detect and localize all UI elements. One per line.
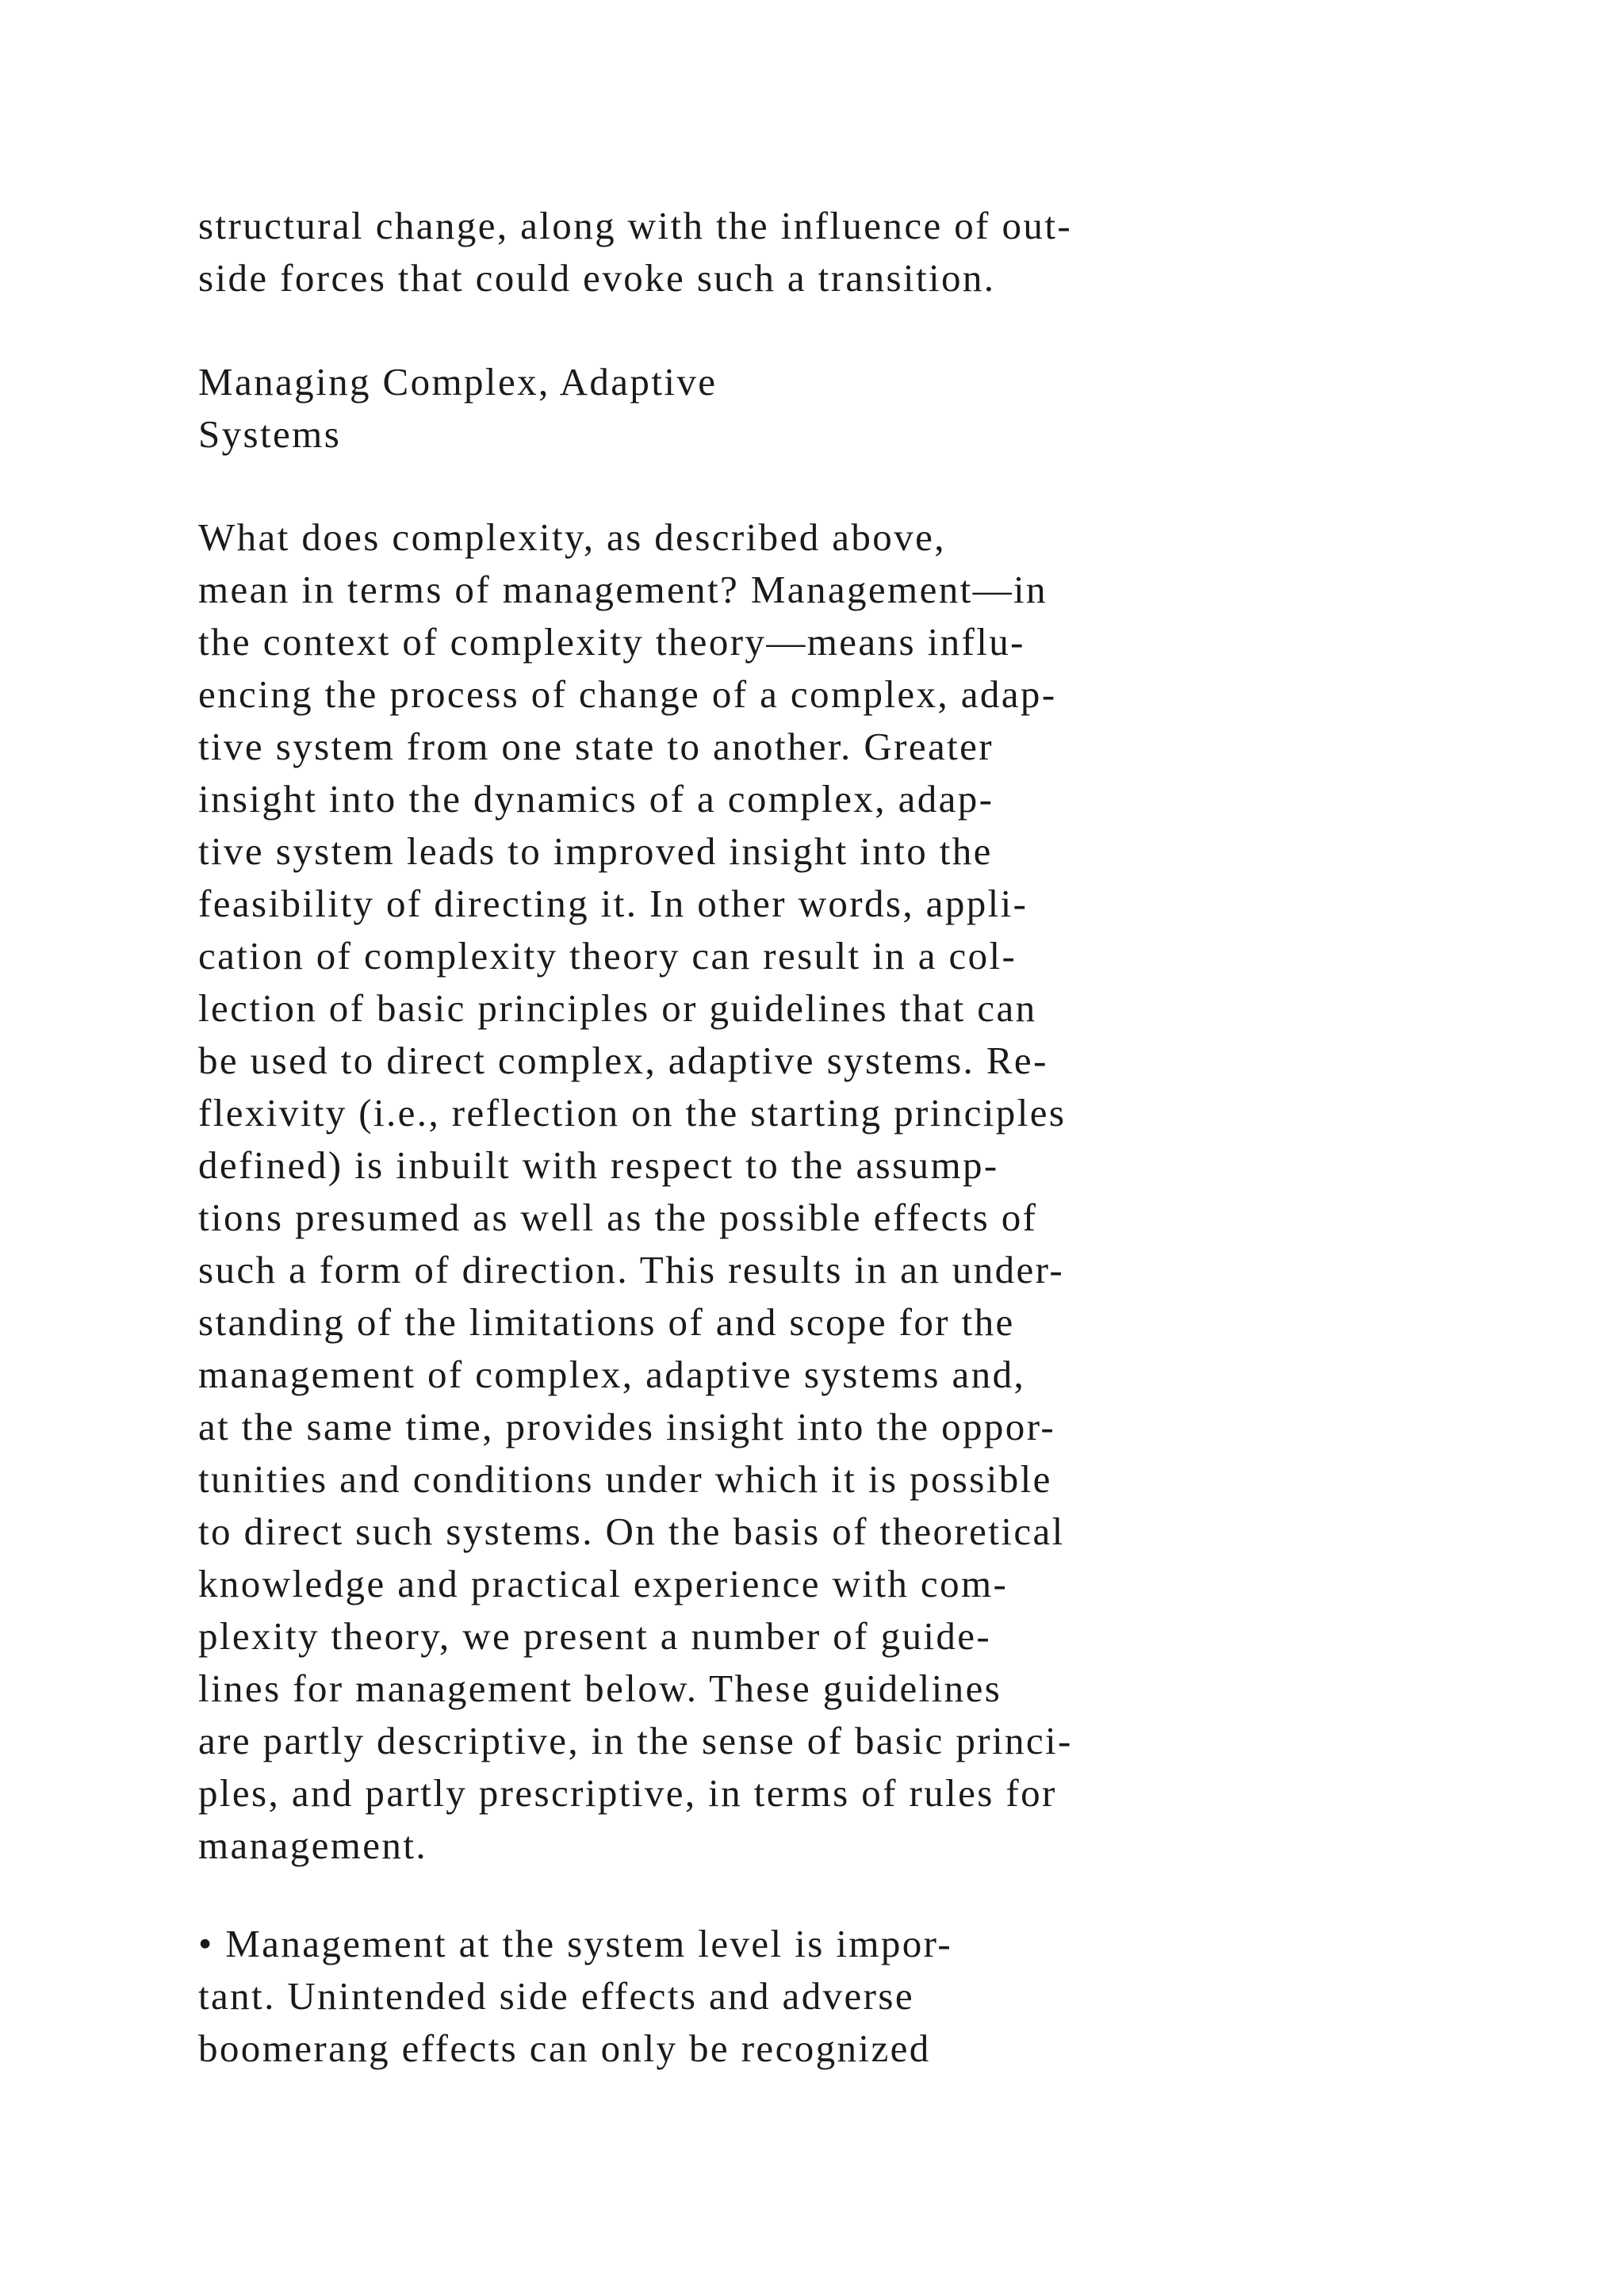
text-line: to direct such systems. On the basis of theoretical xyxy=(198,1510,1065,1553)
heading-line: Managing Complex, Adaptive xyxy=(198,360,718,404)
bullet-item xyxy=(198,1918,1467,2075)
text-line: at the same time, provides insight into the oppor- xyxy=(198,1405,1056,1448)
heading-line: Systems xyxy=(198,412,342,456)
text-line: side forces that could evoke such a transition. xyxy=(198,256,996,300)
text-line: management of complex, adaptive systems and, xyxy=(198,1353,1026,1396)
text-line: feasibility of directing it. In other words, appli- xyxy=(198,882,1028,925)
text-line: tant. Unintended side effects and adverse xyxy=(198,1974,914,2018)
text-line: lines for management below. These guidelines xyxy=(198,1667,1002,1710)
text-line: such a form of direction. This results in an under- xyxy=(198,1248,1065,1292)
text-line: mean in terms of management? Management—in xyxy=(198,568,1048,611)
text-line: insight into the dynamics of a complex, adap- xyxy=(198,777,994,821)
text-line: plexity theory, we present a number of guide- xyxy=(198,1614,992,1658)
text-line: cation of complexity theory can result in a col- xyxy=(198,934,1017,978)
text-line: tunities and conditions under which it is possible xyxy=(198,1457,1052,1501)
text-line: knowledge and practical experience with com- xyxy=(198,1562,1009,1605)
intro-paragraph xyxy=(198,200,1467,304)
text-line: flexivity (i.e., reflection on the starting principles xyxy=(198,1091,1067,1135)
text-line: are partly descriptive, in the sense of basic princi- xyxy=(198,1719,1073,1762)
text-line: the context of complexity theory—means influ- xyxy=(198,620,1025,664)
text-line: encing the process of change of a complex, adap- xyxy=(198,672,1057,716)
text-line: boomerang effects can only be recognized xyxy=(198,2026,931,2070)
body-paragraph xyxy=(198,511,1467,1872)
text-line: What does complexity, as described above, xyxy=(198,515,946,559)
text-line: tions presumed as well as the possible effects of xyxy=(198,1196,1038,1239)
text-line: be used to direct complex, adaptive systems. Re- xyxy=(198,1039,1048,1082)
text-line: ples, and partly prescriptive, in terms of rules for xyxy=(198,1771,1057,1815)
text-line: tive system leads to improved insight into the xyxy=(198,829,993,873)
section-heading xyxy=(198,356,1467,461)
text-line: standing of the limitations of and scope for the xyxy=(198,1300,1015,1344)
text-line: management. xyxy=(198,1823,427,1867)
text-line: defined) is inbuilt with respect to the assump- xyxy=(198,1143,999,1187)
text-line: structural change, along with the influence of out- xyxy=(198,204,1073,247)
text-line: lection of basic principles or guidelines that can xyxy=(198,986,1037,1030)
text-line: tive system from one state to another. Greater xyxy=(198,725,994,768)
bullet-line: • Management at the system level is impor- xyxy=(198,1922,953,1965)
